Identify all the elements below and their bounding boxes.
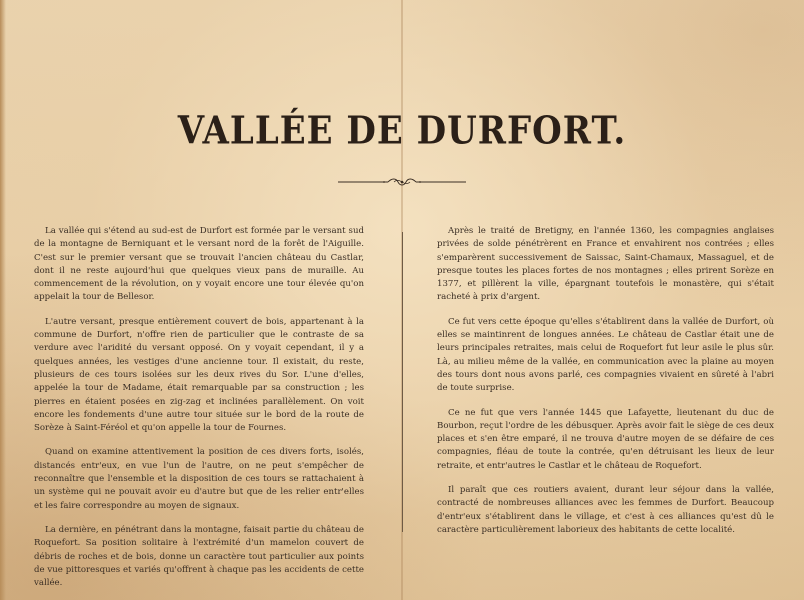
paragraph: Après le traité de Bretigny, en l'année 1360, les compagnies anglaises privées de solde pénétrèrent en France et envahirent nos contrées ; elles s'emparèrent successivement de Saissac, Saint-Chamaux, Massaguel, et de presque toutes les places fortes de nos montagnes ; elles prirent Sorèze en 1377, et pillèrent la ville, épargnant toutefois le monastère, qui s'était racheté à prix d'argent. [437, 226, 774, 303]
paragraph: Il paraît que ces routiers avaient, durant leur séjour dans la vallée, contracté de nombreuses alliances avec les femmes de Durfort. Beaucoup d'entr'eux s'établirent dans le village, et c'est à ces alliances qu'est dû le caractère particulièrement laborieux des habitants de cette localité. [437, 485, 774, 535]
column-divider [402, 232, 403, 532]
title-ornament-divider [338, 177, 466, 187]
paragraph: Quand on examine attentivement la position de ces divers forts, isolés, distancés entr'eux, en vue l'un de l'autre, on ne peut s'empêcher de reconnaître que l'ensemble et la disposition de ces tours se rattachaient à un système qui ne pouvait avoir eu d'autre but que de les relier entr'elles et les faire correspondre au moyen de signaux. [34, 447, 364, 511]
page-edge-shadow [0, 0, 6, 600]
paragraph: L'autre versant, presque entièrement couvert de bois, appartenant à la commune de Durfort, n'offre rien de particulier que le contraste de sa verdure avec l'aridité du versant opposé. On y voyait cependant, il y a quelques années, les vestiges d'une ancienne tour. Il existait, du reste, plusieurs de ces tours isolées sur les deux rives du Sor. L'une d'elles, appelée la tour de Madame, était remarquable par sa construction ; les pierres en étaient posées en zig-zag et inclinées parallèlement. On voit encore les fondements d'une autre tour située sur le bord de la route de Sorèze à Saint-Féréol et qu'on appelle la tour de Fournes. [34, 316, 364, 434]
paragraph: La dernière, en pénétrant dans la montagne, faisait partie du château de Roquefort. Sa position solitaire à l'extrémité d'un mamelon couvert de débris de roches et de bois, donne un caractère tout particulier aux points de vue pittoresques et variés qu'offrent à chaque pas les accidents de cette vallée. [34, 524, 364, 589]
paragraph: La vallée qui s'étend au sud-est de Durfort est formée par le versant sud de la montagne de Berniquant et le versant nord de la forêt de l'Aiguille. C'est sur le premier versant que se trouvait l'ancien château du Castlar, dont il ne reste aujourd'hui que quelques vieux pans de muraille. Au commencement de la révolution, on y voyait encore une tour élevée qu'on appelait la tour de Bellesor. [34, 226, 364, 303]
paragraph: Ce ne fut que vers l'année 1445 que Lafayette, lieutenant du duc de Bourbon, reçut l'ordre de les débusquer. Après avoir fait le siège de ces deux places et s'en être emparé, il ne trouva d'autre moyen de se défaire de ces compagnies, fléau de toute la contrée, qu'en détruisant les lieux de leur retraite, et entr'autres le Castlar et le château de Roquefort. [437, 407, 774, 471]
left-text-column [34, 225, 364, 600]
paragraph: Ce fut vers cette époque qu'elles s'établirent dans la vallée de Durfort, où elles se maintinrent de longues années. Le château de Castlar était une de leurs principales retraites, mais celui de Roquefort fut leur asile le plus sûr. Là, au milieu même de la vallée, en communication avec la plaine au moyen des tours dont nous avons parlé, ces compagnies vivaient en sûreté à l'abri de toute surprise. [437, 316, 774, 394]
page-title: VALLÉE DE DURFORT. [177, 108, 627, 154]
right-text-column [437, 225, 774, 548]
